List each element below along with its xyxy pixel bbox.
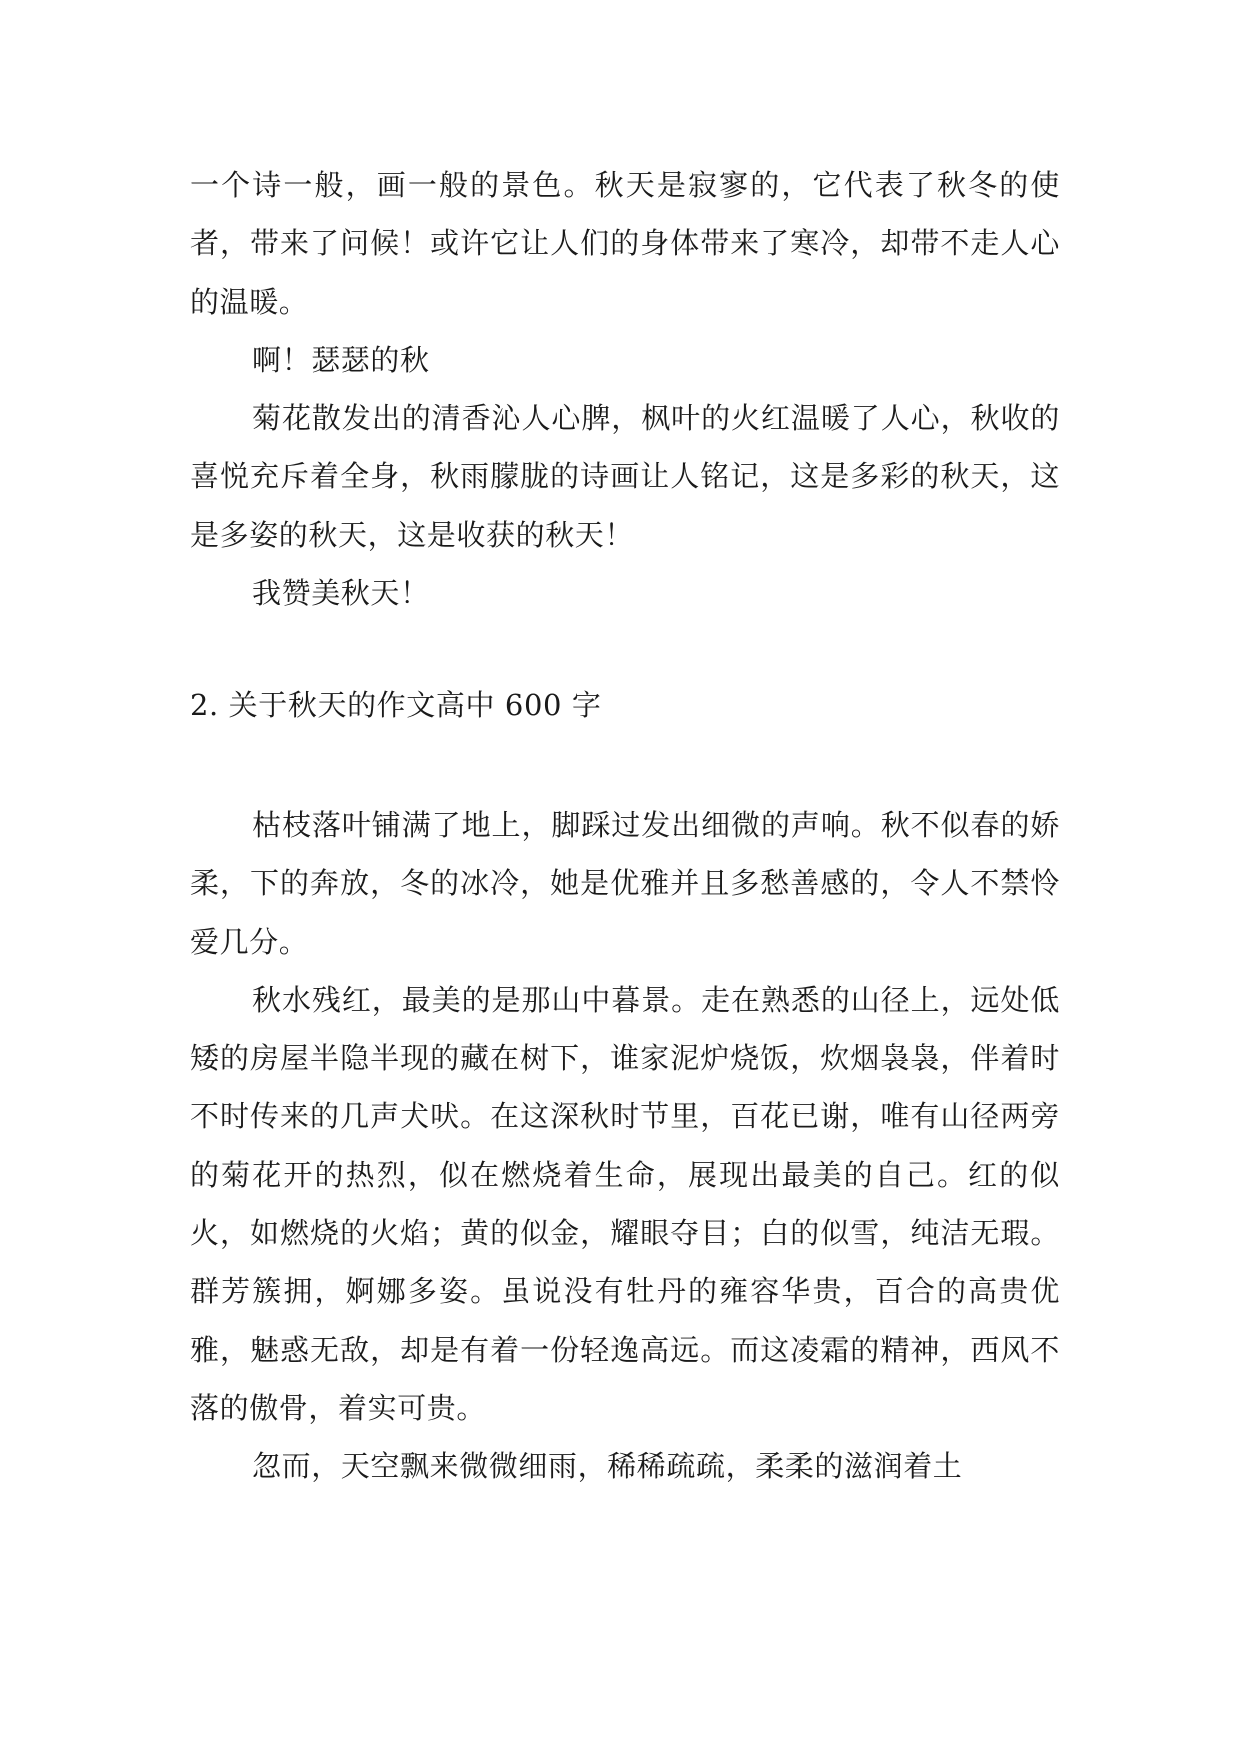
paragraph-closing: 我赞美秋天！	[252, 576, 430, 611]
essay-continuation	[190, 156, 1060, 622]
paragraph-opening: 枯枝落叶铺满了地上，脚踩过发出细微的声响。秋不似春的娇柔，下的奔放，冬的冰冷，她是优雅并且多愁善感的，令人不禁怜爱几分。	[190, 808, 1060, 959]
essay-body	[190, 796, 1060, 1496]
paragraph-continued: 一个诗一般，画一般的景色。秋天是寂寥的，它代表了秋冬的使者，带来了问候！或许它让人们的身体带来了寒冷，却带不走人心的温暖。	[190, 168, 1060, 319]
paragraph-body: 菊花散发出的清香沁人心脾，枫叶的火红温暖了人心，秋收的喜悦充斥着全身，秋雨朦胧的诗画让人铭记，这是多彩的秋天，这是多姿的秋天，这是收获的秋天！	[190, 401, 1060, 552]
paragraph-body: 秋水残红，最美的是那山中暮景。走在熟悉的山径上，远处低矮的房屋半隐半现的藏在树下，谁家泥炉烧饭，炊烟袅袅，伴着时不时传来的几声犬吠。在这深秋时节里，百花已谢，唯有山径两旁的菊花开的热烈，似在燃烧着生命，展现出最美的自己。红的似火，如燃烧的火焰；黄的似金，耀眼夺目；白的似雪，纯洁无瑕。群芳簇拥，婀娜多姿。虽说没有牡丹的雍容华贵，百合的高贵优雅，魅惑无敌，却是有着一份轻逸高远。而这凌霜的精神，西风不落的傲骨，着实可贵。	[190, 982, 1060, 1425]
essay-heading: 2. 关于秋天的作文高中 600 字	[190, 688, 602, 722]
paragraph-truncated: 忽而，天空飘来微微细雨，稀稀疏疏，柔柔的滋润着土	[252, 1449, 963, 1484]
paragraph-exclamation: 啊！瑟瑟的秋	[252, 342, 430, 377]
